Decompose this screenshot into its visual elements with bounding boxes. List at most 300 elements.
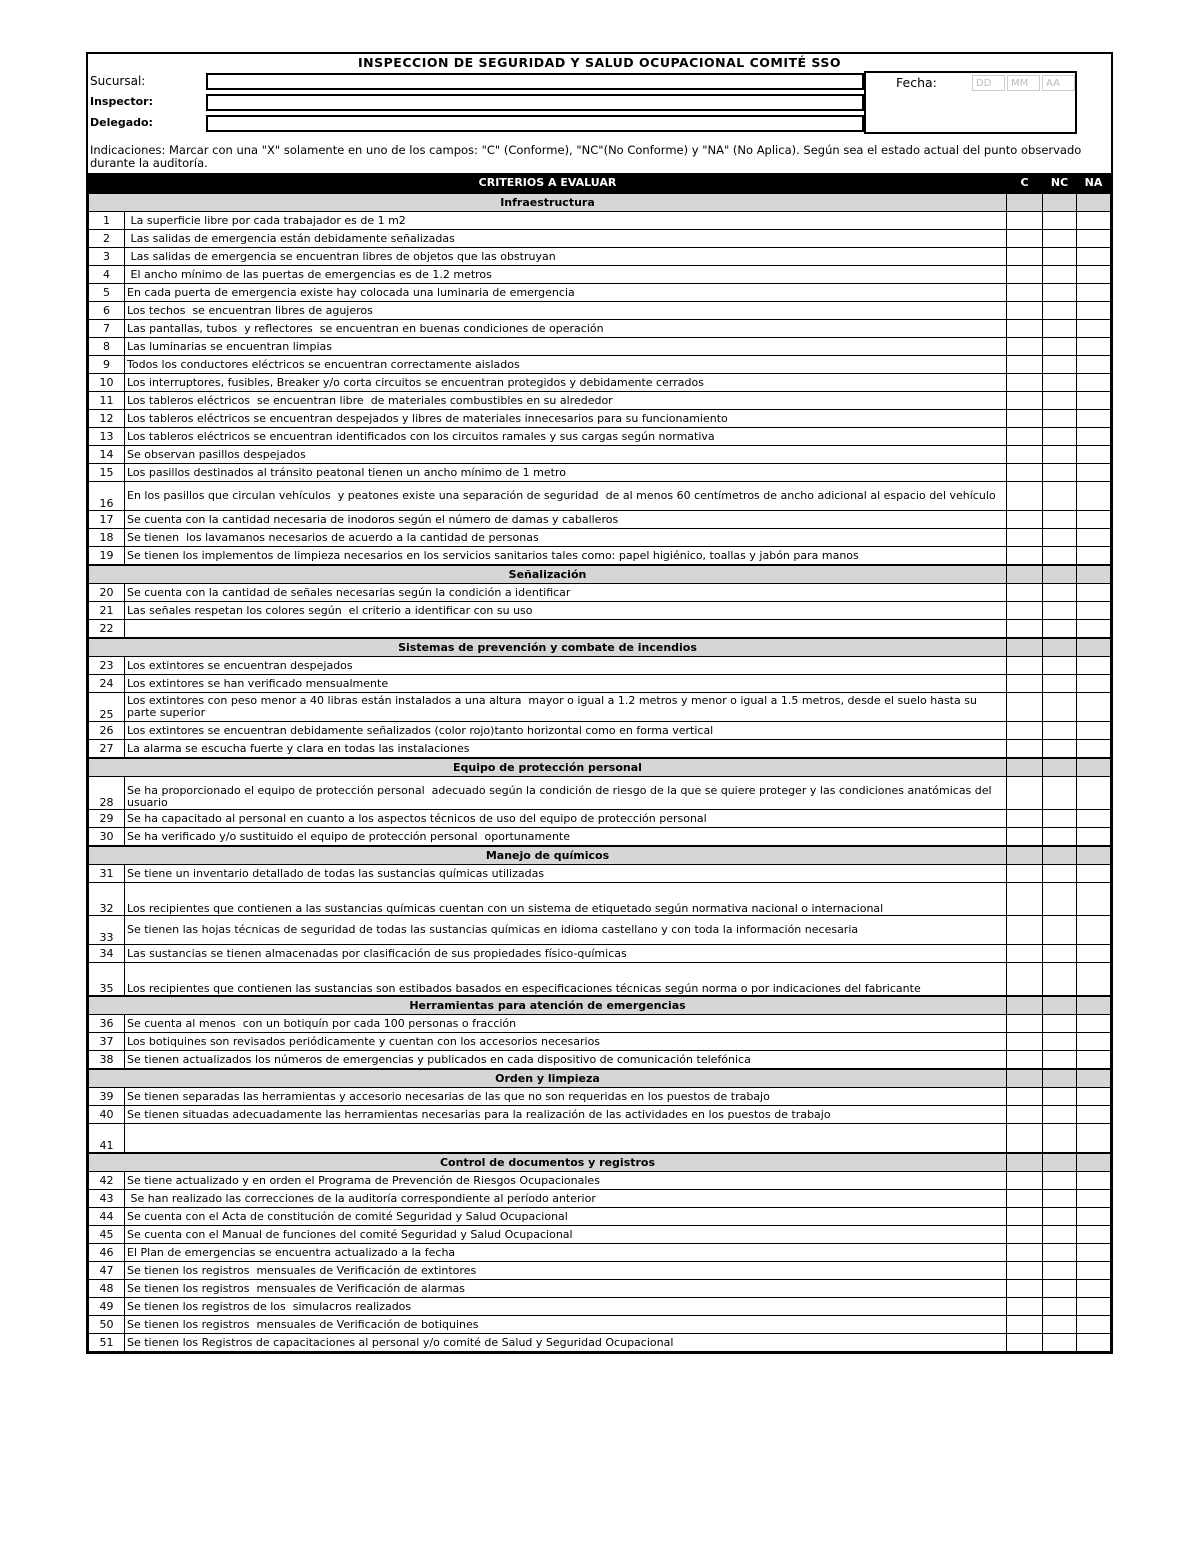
checkbox-nc-cell[interactable] (1043, 266, 1077, 284)
checkbox-na-cell[interactable] (1077, 547, 1111, 566)
checkbox-na-cell[interactable] (1077, 693, 1111, 722)
item-number: 27 (89, 740, 125, 759)
checkbox-na-cell[interactable] (1077, 1334, 1111, 1352)
item-criterion: Los botiquines son revisados periódicamente y cuentan con los accesorios necesarios (125, 1033, 1007, 1051)
item-number: 49 (89, 1298, 125, 1316)
checkbox-na-cell[interactable] (1077, 1051, 1111, 1070)
checkbox-nc-cell[interactable] (1043, 410, 1077, 428)
section-spacer-cell (1007, 758, 1043, 777)
table-row (89, 302, 1111, 320)
checkbox-nc-cell[interactable] (1043, 464, 1077, 482)
checkbox-c-cell[interactable] (1007, 302, 1043, 320)
checkbox-c-cell[interactable] (1007, 1262, 1043, 1280)
checkbox-c-cell[interactable] (1007, 1015, 1043, 1033)
checkbox-na-cell[interactable] (1077, 428, 1111, 446)
inspector-field[interactable] (206, 94, 864, 111)
item-criterion: Se cuenta con el Manual de funciones del comité Seguridad y Salud Ocupacional (125, 1226, 1007, 1244)
date-day-field[interactable]: DD (972, 75, 1005, 91)
checkbox-c-cell[interactable] (1007, 1106, 1043, 1124)
checkbox-c-cell[interactable] (1007, 1172, 1043, 1190)
checkbox-nc-cell[interactable] (1043, 1088, 1077, 1106)
checkbox-c-cell[interactable] (1007, 1316, 1043, 1334)
checkbox-c-cell[interactable] (1007, 464, 1043, 482)
checkbox-nc-cell[interactable] (1043, 740, 1077, 759)
checkbox-c-cell[interactable] (1007, 1226, 1043, 1244)
checkbox-nc-cell[interactable] (1043, 883, 1077, 916)
checkbox-na-cell[interactable] (1077, 1244, 1111, 1262)
item-criterion: Se tienen los lavamanos necesarios de acuerdo a la cantidad de personas (125, 529, 1007, 547)
checkbox-c-cell[interactable] (1007, 657, 1043, 675)
checkbox-nc-cell[interactable] (1043, 1208, 1077, 1226)
checkbox-c-cell[interactable] (1007, 620, 1043, 639)
item-criterion: Se cuenta con la cantidad de señales necesarias según la condición a identificar (125, 584, 1007, 602)
checkbox-c-cell[interactable] (1007, 722, 1043, 740)
item-number: 51 (89, 1334, 125, 1352)
checkbox-na-cell[interactable] (1077, 620, 1111, 639)
section-spacer-cell (1043, 1069, 1077, 1088)
item-criterion (125, 1124, 1007, 1154)
checkbox-na-cell[interactable] (1077, 657, 1111, 675)
checkbox-na-cell[interactable] (1077, 410, 1111, 428)
checkbox-nc-cell[interactable] (1043, 338, 1077, 356)
checkbox-c-cell[interactable] (1007, 865, 1043, 883)
checkbox-c-cell[interactable] (1007, 584, 1043, 602)
checkbox-nc-cell[interactable] (1043, 584, 1077, 602)
checkbox-nc-cell[interactable] (1043, 865, 1077, 883)
table-row (89, 722, 1111, 740)
section-title: Equipo de protección personal (89, 758, 1007, 777)
checkbox-nc-cell[interactable] (1043, 374, 1077, 392)
checkbox-c-cell[interactable] (1007, 320, 1043, 338)
item-criterion: Los techos se encuentran libres de agujeros (125, 302, 1007, 320)
checkbox-c-cell[interactable] (1007, 1298, 1043, 1316)
checkbox-c-cell[interactable] (1007, 1033, 1043, 1051)
item-number: 41 (89, 1124, 125, 1154)
table-row (89, 374, 1111, 392)
nc-header: NC (1043, 174, 1077, 194)
checkbox-na-cell[interactable] (1077, 777, 1111, 810)
table-row (89, 392, 1111, 410)
checkbox-c-cell[interactable] (1007, 1280, 1043, 1298)
item-number: 18 (89, 529, 125, 547)
item-number: 7 (89, 320, 125, 338)
checkbox-na-cell[interactable] (1077, 356, 1111, 374)
item-number: 21 (89, 602, 125, 620)
item-number: 42 (89, 1172, 125, 1190)
checkbox-c-cell[interactable] (1007, 1334, 1043, 1352)
checkbox-c-cell[interactable] (1007, 675, 1043, 693)
item-criterion: Se tiene un inventario detallado de todas las sustancias químicas utilizadas (125, 865, 1007, 883)
inspection-form (86, 52, 1113, 1354)
item-criterion: El Plan de emergencias se encuentra actualizado a la fecha (125, 1244, 1007, 1262)
checkbox-nc-cell[interactable] (1043, 529, 1077, 547)
checkbox-na-cell[interactable] (1077, 828, 1111, 847)
item-number: 46 (89, 1244, 125, 1262)
sucursal-label: Sucursal: (90, 74, 146, 88)
checkbox-na-cell[interactable] (1077, 865, 1111, 883)
checkbox-na-cell[interactable] (1077, 883, 1111, 916)
checkbox-nc-cell[interactable] (1043, 284, 1077, 302)
checkbox-c-cell[interactable] (1007, 963, 1043, 997)
item-number: 34 (89, 945, 125, 963)
item-criterion: Las sustancias se tienen almacenadas por clasificación de sus propiedades físico-químicas (125, 945, 1007, 963)
item-number: 12 (89, 410, 125, 428)
checkbox-nc-cell[interactable] (1043, 916, 1077, 945)
item-number: 19 (89, 547, 125, 566)
checkbox-nc-cell[interactable] (1043, 1244, 1077, 1262)
checkbox-c-cell[interactable] (1007, 374, 1043, 392)
table-row (89, 1334, 1111, 1352)
item-criterion: Los interruptores, fusibles, Breaker y/o corta circuitos se encuentran protegidos y debidamente cerrados (125, 374, 1007, 392)
item-criterion: Se tienen situadas adecuadamente las herramientas necesarias para la realización de las actividades en los puestos de trabajo (125, 1106, 1007, 1124)
checkbox-c-cell[interactable] (1007, 428, 1043, 446)
checkbox-c-cell[interactable] (1007, 248, 1043, 266)
checkbox-na-cell[interactable] (1077, 1190, 1111, 1208)
checkbox-nc-cell[interactable] (1043, 1015, 1077, 1033)
table-row (89, 320, 1111, 338)
checkbox-nc-cell[interactable] (1043, 356, 1077, 374)
fecha-label: Fecha: (896, 75, 937, 90)
checkbox-nc-cell[interactable] (1043, 945, 1077, 963)
item-number: 29 (89, 810, 125, 828)
section-header-row (89, 638, 1111, 657)
section-header-row (89, 193, 1111, 212)
checkbox-na-cell[interactable] (1077, 584, 1111, 602)
checkbox-c-cell[interactable] (1007, 356, 1043, 374)
table-row (89, 511, 1111, 529)
checkbox-nc-cell[interactable] (1043, 1226, 1077, 1244)
checkbox-nc-cell[interactable] (1043, 620, 1077, 639)
checkbox-c-cell[interactable] (1007, 1208, 1043, 1226)
checkbox-nc-cell[interactable] (1043, 392, 1077, 410)
checkbox-na-cell[interactable] (1077, 945, 1111, 963)
table-row (89, 675, 1111, 693)
section-title: Señalización (89, 565, 1007, 584)
table-row (89, 410, 1111, 428)
checkbox-na-cell[interactable] (1077, 1262, 1111, 1280)
section-header-row (89, 1153, 1111, 1172)
table-row (89, 428, 1111, 446)
section-spacer-cell (1077, 1069, 1111, 1088)
checkbox-nc-cell[interactable] (1043, 722, 1077, 740)
item-criterion: Se tienen los registros mensuales de Verificación de botiquines (125, 1316, 1007, 1334)
item-number: 22 (89, 620, 125, 639)
checkbox-c-cell[interactable] (1007, 284, 1043, 302)
table-row (89, 620, 1111, 639)
delegado-label: Delegado: (90, 116, 153, 129)
checkbox-nc-cell[interactable] (1043, 810, 1077, 828)
checkbox-nc-cell[interactable] (1043, 428, 1077, 446)
checkbox-c-cell[interactable] (1007, 230, 1043, 248)
item-number: 32 (89, 883, 125, 916)
section-spacer-cell (1043, 996, 1077, 1015)
checkbox-na-cell[interactable] (1077, 1015, 1111, 1033)
section-spacer-cell (1077, 193, 1111, 212)
checkbox-na-cell[interactable] (1077, 1124, 1111, 1154)
section-spacer-cell (1043, 193, 1077, 212)
item-criterion: El ancho mínimo de las puertas de emergencias es de 1.2 metros (125, 266, 1007, 284)
checkbox-na-cell[interactable] (1077, 230, 1111, 248)
checkbox-nc-cell[interactable] (1043, 1280, 1077, 1298)
checkbox-c-cell[interactable] (1007, 410, 1043, 428)
table-row (89, 464, 1111, 482)
item-number: 30 (89, 828, 125, 847)
item-criterion: Se han realizado las correcciones de la auditoría correspondiente al período anterior (125, 1190, 1007, 1208)
item-number: 50 (89, 1316, 125, 1334)
item-number: 45 (89, 1226, 125, 1244)
indicaciones-text: Indicaciones: Marcar con una "X" solamente en uno de los campos: "C" (Conforme), "NC"(No Conforme) y "NA" (No Aplica). Según sea el estado actual del punto observado durante la auditoría. (90, 143, 1082, 170)
section-spacer-cell (1043, 758, 1077, 777)
criterios-header: CRITERIOS A EVALUAR (89, 174, 1007, 194)
checkbox-nc-cell[interactable] (1043, 963, 1077, 997)
item-criterion: Se ha capacitado al personal en cuanto a los aspectos técnicos de uso del equipo de protección personal (125, 810, 1007, 828)
item-criterion: Se tienen los registros mensuales de Verificación de extintores (125, 1262, 1007, 1280)
checkbox-nc-cell[interactable] (1043, 1190, 1077, 1208)
table-row (89, 1298, 1111, 1316)
section-spacer-cell (1043, 846, 1077, 865)
item-criterion: Los tableros eléctricos se encuentran despejados y libres de materiales innecesarios para su funcionamiento (125, 410, 1007, 428)
checkbox-c-cell[interactable] (1007, 547, 1043, 566)
item-number: 2 (89, 230, 125, 248)
table-row (89, 1033, 1111, 1051)
checkbox-c-cell[interactable] (1007, 446, 1043, 464)
table-row (89, 356, 1111, 374)
item-criterion: La superficie libre por cada trabajador es de 1 m2 (125, 212, 1007, 230)
item-criterion: Se tienen los Registros de capacitaciones al personal y/o comité de Salud y Seguridad Ocupacional (125, 1334, 1007, 1352)
checkbox-nc-cell[interactable] (1043, 1298, 1077, 1316)
item-number: 17 (89, 511, 125, 529)
checkbox-c-cell[interactable] (1007, 1190, 1043, 1208)
checkbox-nc-cell[interactable] (1043, 693, 1077, 722)
item-number: 44 (89, 1208, 125, 1226)
item-number: 4 (89, 266, 125, 284)
item-criterion: Los pasillos destinados al tránsito peatonal tienen un ancho mínimo de 1 metro (125, 464, 1007, 482)
checkbox-na-cell[interactable] (1077, 320, 1111, 338)
checkbox-na-cell[interactable] (1077, 1226, 1111, 1244)
section-spacer-cell (1007, 996, 1043, 1015)
date-month-field[interactable]: MM (1007, 75, 1040, 91)
checkbox-na-cell[interactable] (1077, 511, 1111, 529)
checkbox-nc-cell[interactable] (1043, 547, 1077, 566)
checkbox-na-cell[interactable] (1077, 212, 1111, 230)
item-criterion: Todos los conductores eléctricos se encuentran correctamente aislados (125, 356, 1007, 374)
checkbox-c-cell[interactable] (1007, 916, 1043, 945)
checkbox-c-cell[interactable] (1007, 740, 1043, 759)
checkbox-nc-cell[interactable] (1043, 1262, 1077, 1280)
checkbox-c-cell[interactable] (1007, 482, 1043, 511)
checkbox-na-cell[interactable] (1077, 248, 1111, 266)
section-spacer-cell (1043, 565, 1077, 584)
checkbox-na-cell[interactable] (1077, 810, 1111, 828)
checkbox-nc-cell[interactable] (1043, 230, 1077, 248)
table-row (89, 828, 1111, 847)
checkbox-c-cell[interactable] (1007, 1244, 1043, 1262)
item-criterion: Se tienen los implementos de limpieza necesarios en los servicios sanitarios tales como: papel higiénico, toallas y jabón para manos (125, 547, 1007, 566)
checkbox-c-cell[interactable] (1007, 266, 1043, 284)
item-criterion: En los pasillos que circulan vehículos y peatones existe una separación de seguridad de al menos 60 centímetros de ancho adicional al espacio del vehículo (125, 482, 1007, 511)
item-number: 9 (89, 356, 125, 374)
section-spacer-cell (1007, 1069, 1043, 1088)
checkbox-c-cell[interactable] (1007, 777, 1043, 810)
checkbox-c-cell[interactable] (1007, 1051, 1043, 1070)
checkbox-na-cell[interactable] (1077, 916, 1111, 945)
section-title: Manejo de químicos (89, 846, 1007, 865)
table-row (89, 230, 1111, 248)
checkbox-nc-cell[interactable] (1043, 511, 1077, 529)
sucursal-field[interactable] (206, 73, 864, 90)
section-header-row (89, 996, 1111, 1015)
checkbox-c-cell[interactable] (1007, 602, 1043, 620)
item-number: 38 (89, 1051, 125, 1070)
checkbox-nc-cell[interactable] (1043, 302, 1077, 320)
table-row (89, 777, 1111, 810)
checkbox-nc-cell[interactable] (1043, 446, 1077, 464)
section-title: Infraestructura (89, 193, 1007, 212)
item-number: 20 (89, 584, 125, 602)
date-year-field[interactable]: AA (1042, 75, 1075, 91)
checkbox-na-cell[interactable] (1077, 1298, 1111, 1316)
checkbox-nc-cell[interactable] (1043, 212, 1077, 230)
checkbox-na-cell[interactable] (1077, 446, 1111, 464)
checkbox-na-cell[interactable] (1077, 1280, 1111, 1298)
section-spacer-cell (1077, 1153, 1111, 1172)
table-row (89, 1244, 1111, 1262)
item-criterion: La alarma se escucha fuerte y clara en todas las instalaciones (125, 740, 1007, 759)
checkbox-c-cell[interactable] (1007, 883, 1043, 916)
c-header: C (1007, 174, 1043, 194)
checkbox-c-cell[interactable] (1007, 511, 1043, 529)
checkbox-c-cell[interactable] (1007, 1088, 1043, 1106)
checkbox-nc-cell[interactable] (1043, 777, 1077, 810)
item-criterion: Las pantallas, tubos y reflectores se encuentran en buenas condiciones de operación (125, 320, 1007, 338)
checkbox-na-cell[interactable] (1077, 464, 1111, 482)
checkbox-c-cell[interactable] (1007, 529, 1043, 547)
checkbox-c-cell[interactable] (1007, 810, 1043, 828)
item-criterion: Se tienen los registros mensuales de Verificación de alarmas (125, 1280, 1007, 1298)
section-spacer-cell (1007, 193, 1043, 212)
checkbox-nc-cell[interactable] (1043, 1172, 1077, 1190)
table-row (89, 1106, 1111, 1124)
section-spacer-cell (1043, 638, 1077, 657)
item-number: 6 (89, 302, 125, 320)
item-criterion: Los extintores se encuentran debidamente señalizados (color rojo)tanto horizontal como en forma vertical (125, 722, 1007, 740)
checkbox-na-cell[interactable] (1077, 529, 1111, 547)
checkbox-na-cell[interactable] (1077, 1088, 1111, 1106)
section-spacer-cell (1007, 565, 1043, 584)
checkbox-c-cell[interactable] (1007, 392, 1043, 410)
item-criterion: Se tienen los registros de los simulacros realizados (125, 1298, 1007, 1316)
section-spacer-cell (1077, 758, 1111, 777)
table-row (89, 1088, 1111, 1106)
checkbox-nc-cell[interactable] (1043, 1051, 1077, 1070)
item-criterion: Se ha proporcionado el equipo de protección personal adecuado según la condición de riesgo de la que se quiere proteger y las condiciones anatómicas del usuario (125, 777, 1007, 810)
checkbox-nc-cell[interactable] (1043, 675, 1077, 693)
checkbox-na-cell[interactable] (1077, 1208, 1111, 1226)
item-number: 1 (89, 212, 125, 230)
criteria-table (88, 173, 1111, 1352)
checkbox-na-cell[interactable] (1077, 284, 1111, 302)
checkbox-na-cell[interactable] (1077, 1033, 1111, 1051)
section-header-row (89, 846, 1111, 865)
delegado-field[interactable] (206, 115, 864, 132)
checkbox-c-cell[interactable] (1007, 1124, 1043, 1154)
checkbox-na-cell[interactable] (1077, 740, 1111, 759)
item-criterion: Las salidas de emergencia están debidamente señalizadas (125, 230, 1007, 248)
item-criterion: Las salidas de emergencia se encuentran libres de objetos que las obstruyan (125, 248, 1007, 266)
checkbox-na-cell[interactable] (1077, 302, 1111, 320)
checkbox-na-cell[interactable] (1077, 602, 1111, 620)
section-spacer-cell (1077, 846, 1111, 865)
section-header-row (89, 758, 1111, 777)
checkbox-nc-cell[interactable] (1043, 602, 1077, 620)
checkbox-nc-cell[interactable] (1043, 1033, 1077, 1051)
item-number: 31 (89, 865, 125, 883)
item-number: 48 (89, 1280, 125, 1298)
table-row (89, 1208, 1111, 1226)
item-number: 8 (89, 338, 125, 356)
item-number: 40 (89, 1106, 125, 1124)
checkbox-na-cell[interactable] (1077, 1172, 1111, 1190)
checkbox-na-cell[interactable] (1077, 1106, 1111, 1124)
checkbox-nc-cell[interactable] (1043, 482, 1077, 511)
checkbox-c-cell[interactable] (1007, 693, 1043, 722)
section-title: Herramientas para atención de emergencias (89, 996, 1007, 1015)
table-row (89, 584, 1111, 602)
checkbox-na-cell[interactable] (1077, 338, 1111, 356)
section-spacer-cell (1077, 996, 1111, 1015)
table-row (89, 1316, 1111, 1334)
checkbox-na-cell[interactable] (1077, 392, 1111, 410)
checkbox-c-cell[interactable] (1007, 212, 1043, 230)
checkbox-c-cell[interactable] (1007, 828, 1043, 847)
checkbox-c-cell[interactable] (1007, 338, 1043, 356)
checkbox-nc-cell[interactable] (1043, 1124, 1077, 1154)
item-criterion: Los tableros eléctricos se encuentran identificados con los circuitos ramales y sus cargas según normativa (125, 428, 1007, 446)
checkbox-na-cell[interactable] (1077, 374, 1111, 392)
checkbox-nc-cell[interactable] (1043, 320, 1077, 338)
table-row (89, 482, 1111, 511)
table-row (89, 1124, 1111, 1154)
checkbox-na-cell[interactable] (1077, 722, 1111, 740)
section-spacer-cell (1043, 1153, 1077, 1172)
table-row (89, 547, 1111, 566)
table-row (89, 963, 1111, 997)
item-number: 37 (89, 1033, 125, 1051)
item-criterion: Los recipientes que contienen las sustancias son estibados basados en especificaciones técnicas según norma o por indicaciones del fabricante (125, 963, 1007, 997)
item-number: 3 (89, 248, 125, 266)
inspector-label: Inspector: (90, 95, 153, 108)
checkbox-nc-cell[interactable] (1043, 828, 1077, 847)
item-criterion: Los tableros eléctricos se encuentran libre de materiales combustibles en su alrededor (125, 392, 1007, 410)
section-header-row (89, 565, 1111, 584)
checkbox-c-cell[interactable] (1007, 945, 1043, 963)
checkbox-nc-cell[interactable] (1043, 1316, 1077, 1334)
checkbox-nc-cell[interactable] (1043, 248, 1077, 266)
checkbox-na-cell[interactable] (1077, 675, 1111, 693)
checkbox-nc-cell[interactable] (1043, 1106, 1077, 1124)
item-criterion (125, 620, 1007, 639)
checkbox-na-cell[interactable] (1077, 963, 1111, 997)
table-row (89, 602, 1111, 620)
checkbox-nc-cell[interactable] (1043, 1334, 1077, 1352)
checkbox-na-cell[interactable] (1077, 266, 1111, 284)
checkbox-na-cell[interactable] (1077, 1316, 1111, 1334)
checkbox-nc-cell[interactable] (1043, 657, 1077, 675)
checkbox-na-cell[interactable] (1077, 482, 1111, 511)
item-number: 13 (89, 428, 125, 446)
item-criterion: Se ha verificado y/o sustituido el equipo de protección personal oportunamente (125, 828, 1007, 847)
form-title: INSPECCION DE SEGURIDAD Y SALUD OCUPACIONAL COMITÉ SSO (358, 55, 841, 70)
